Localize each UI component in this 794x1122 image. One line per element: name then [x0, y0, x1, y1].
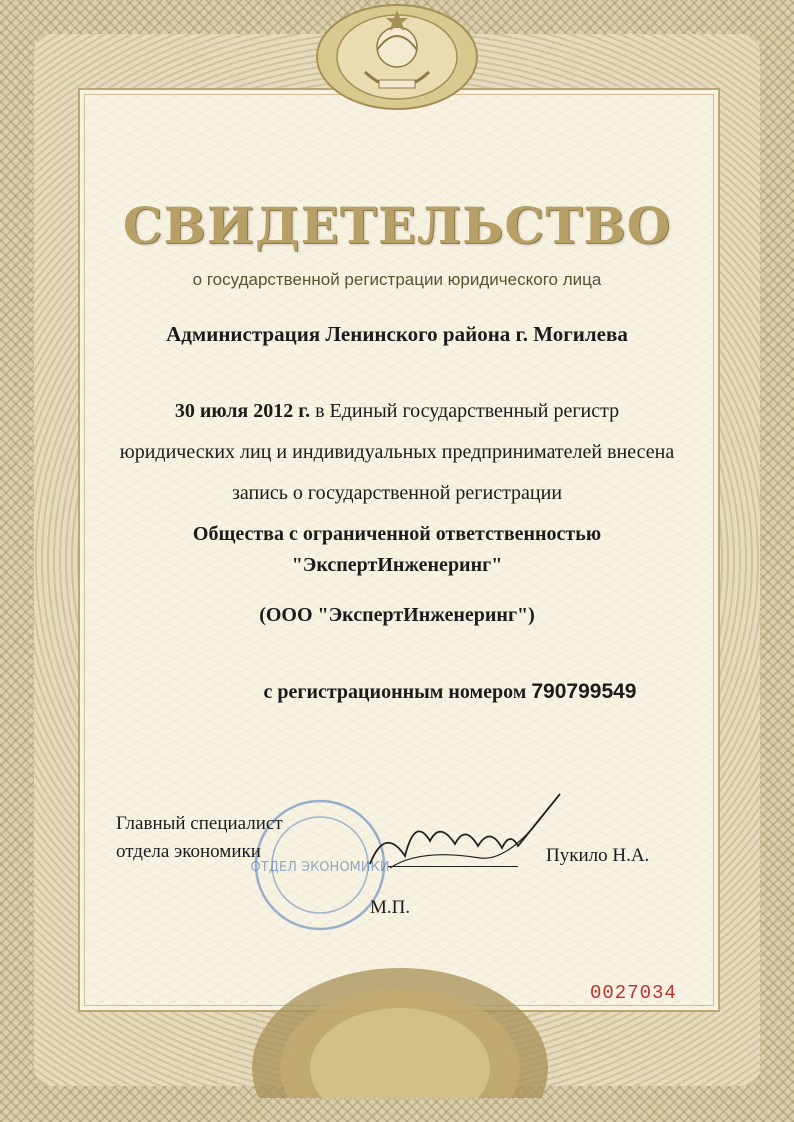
seal-place-mark: М.П. — [370, 897, 411, 918]
entry-line-2: юридических лиц и индивидуальных предпринимателей внесена — [119, 441, 675, 463]
issuing-authority: Администрация Ленинского района г. Могилева — [166, 322, 628, 346]
entry-line-1 — [60, 400, 734, 423]
certificate-title: СВИДЕТЕЛЬСТВО — [122, 196, 672, 255]
certificate-subtitle: о государственной регистрации юридического лица — [192, 270, 602, 289]
signatory-name: Пукило Н.А. — [546, 845, 650, 866]
registration-number-label: с регистрационным номером — [263, 681, 532, 703]
stamp-text: ОТДЕЛ ЭКОНОМИКИ — [250, 860, 390, 875]
organization-name-line-1: Общества с ограниченной ответственностью — [192, 523, 602, 545]
organization-short-name: (ООО "ЭкспертИнженеринг") — [259, 604, 535, 626]
handwritten-signature-icon — [360, 786, 570, 896]
signatory-position-line-2: отдела экономики — [116, 841, 261, 862]
signatory-position-line-1: Главный специалист — [116, 813, 283, 834]
serial-number: 0027034 — [590, 982, 677, 1004]
bottom-rosette-ornament — [250, 958, 550, 1098]
registration-date: 30 июля 2012 г. — [174, 400, 311, 422]
organization-name-line-2: "ЭкспертИнженеринг" — [291, 554, 503, 576]
registration-number: 790799549 — [531, 680, 637, 703]
state-emblem-icon — [315, 2, 479, 112]
entry-line-1-text: в Единый государственный регистр — [310, 400, 620, 422]
entry-line-3: запись о государственной регистрации — [231, 482, 563, 504]
registration-number-line — [170, 680, 730, 704]
